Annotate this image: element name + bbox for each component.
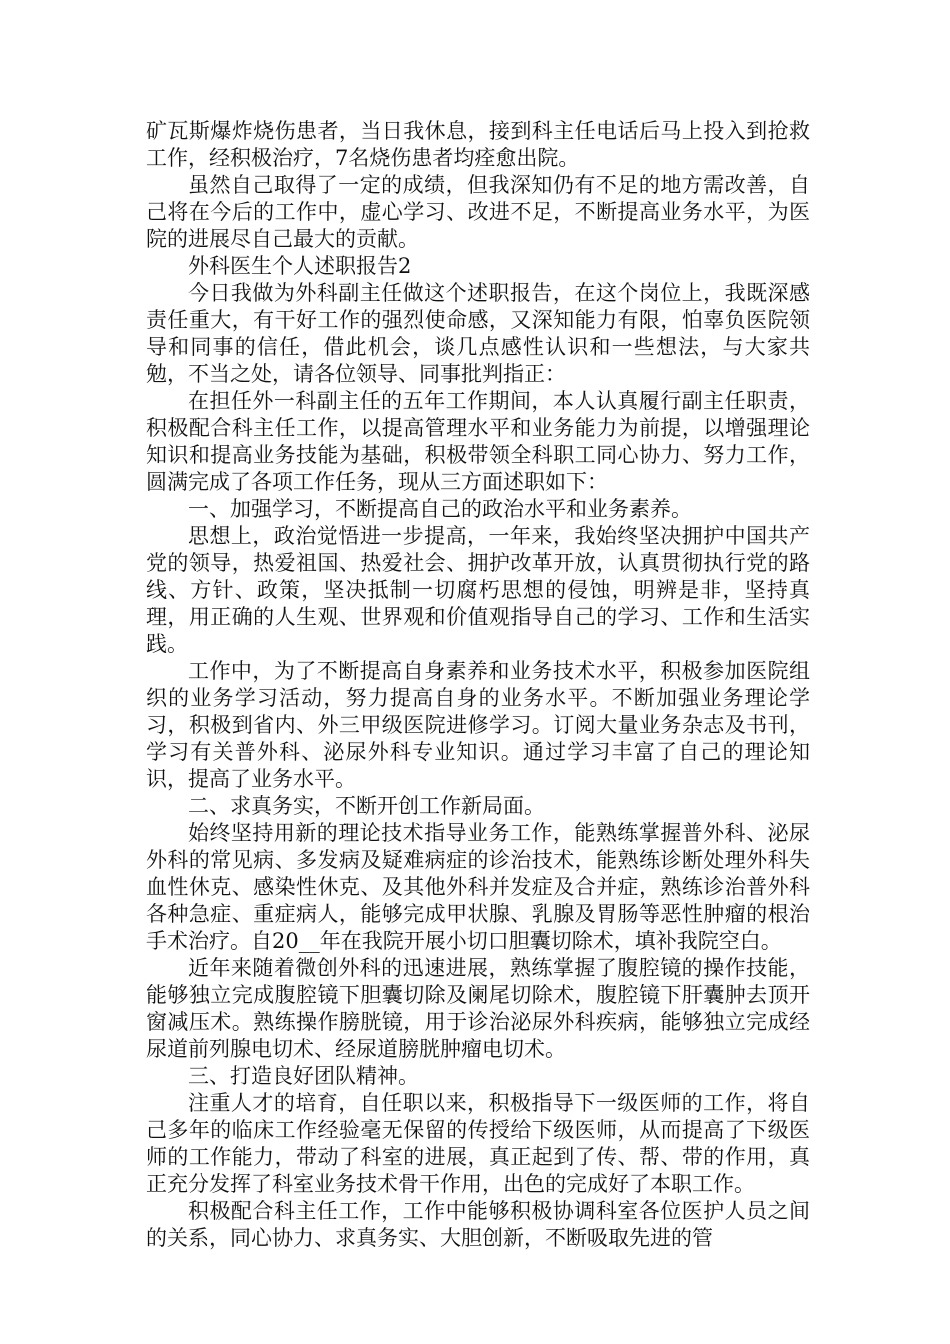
paragraph: 始终坚持用新的理论技术指导业务工作，能熟练掌握普外科、泌尿外科的常见病、多发病及疑难病症的诊治技术，能熟练诊断处理外科失血性休克、感染性休克、及其他外科并发症及合并症，熟练诊治普外科各种急症、重症病人，能够完成甲状腺、乳腺及胃肠等恶性肿瘤的根治手术治疗。自20__年在我院开展小切口胆囊切除术，填补我院空白。 xyxy=(146,821,810,953)
paragraph: 在担任外一科副主任的五年工作期间，本人认真履行副主任职责，积极配合科主任工作，以提高管理水平和业务能力为前提，以增强理论知识和提高业务技能为基础，积极带领全科职工同心协力、努力工作，圆满完成了各项工作任务，现从三方面述职如下： xyxy=(146,389,810,494)
paragraph: 虽然自己取得了一定的成绩，但我深知仍有不足的地方需改善，自己将在今后的工作中，虚心学习、改进不足，不断提高业务水平，为医院的进展尽自己最大的贡献。 xyxy=(146,173,810,251)
section-heading: 三、打造良好团队精神。 xyxy=(188,1064,419,1088)
document-body xyxy=(146,118,810,1252)
section-heading: 一、加强学习，不断提高自己的政治水平和业务素养。 xyxy=(188,497,692,521)
paragraph: 近年来随着微创外科的迅速进展，熟练掌握了腹腔镜的操作技能，能够独立完成腹腔镜下胆囊切除及阑尾切除术，腹腔镜下肝囊肿去顶开窗减压术。熟练操作膀胱镜，用于诊治泌尿外科疾病，能够独立完成经尿道前列腺电切术、经尿道膀胱肿瘤电切术。 xyxy=(146,956,810,1061)
paragraph: 今日我做为外科副主任做这个述职报告，在这个岗位上，我既深感责任重大，有干好工作的强烈使命感，又深知能力有限，怕辜负医院领导和同事的信任，借此机会，谈几点感性认识和一些想法，与大家共勉，不当之处，请各位领导、同事批判指正： xyxy=(146,281,810,386)
paragraph: 注重人才的培育，自任职以来，积极指导下一级医师的工作，将自己多年的临床工作经验毫无保留的传授给下级医师，从而提高了下级医师的工作能力，带动了科室的进展，真正起到了传、帮、带的作用，真正充分发挥了科室业务技术骨干作用，出色的完成好了本职工作。 xyxy=(146,1091,810,1196)
paragraph: 积极配合科主任工作，工作中能够积极协调科室各位医护人员之间的关系，同心协力、求真务实、大胆创新，不断吸取先进的管 xyxy=(146,1199,810,1250)
section-heading: 二、求真务实，不断开创工作新局面。 xyxy=(188,794,545,818)
paragraph: 矿瓦斯爆炸烧伤患者，当日我休息，接到科主任电话后马上投入到抢救工作，经积极治疗，7名烧伤患者均痊愈出院。 xyxy=(146,119,810,170)
section-title: 外科医生个人述职报告2 xyxy=(188,254,412,278)
paragraph: 工作中，为了不断提高自身素养和业务技术水平，积极参加医院组织的业务学习活动，努力提高自身的业务水平。不断加强业务理论学习，积极到省内、外三甲级医院进修学习。订阅大量业务杂志及书刊，学习有关普外科、泌尿外科专业知识。通过学习丰富了自己的理论知识，提高了业务水平。 xyxy=(146,659,810,791)
paragraph: 思想上，政治觉悟进一步提高，一年来，我始终坚决拥护中国共产党的领导，热爱祖国、热爱社会、拥护改革开放，认真贯彻执行党的路线、方针、政策，坚决抵制一切腐朽思想的侵蚀，明辨是非，坚持真理，用正确的人生观、世界观和价值观指导自己的学习、工作和生活实践。 xyxy=(146,524,810,656)
